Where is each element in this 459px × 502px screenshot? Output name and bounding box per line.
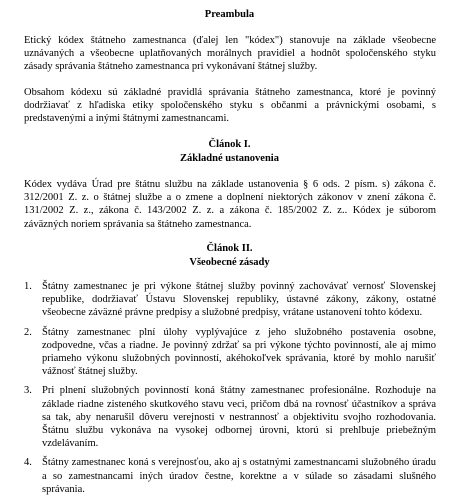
list-item xyxy=(24,326,436,379)
list-item xyxy=(24,280,436,320)
list-item-text: Štátny zamestnanec koná s verejnosťou, ako aj s ostatnými zamestnancami služobného úradu a so zamestnancami iných úradov čestne, korektne a v súlade so zásadami slušného správania. xyxy=(42,457,436,495)
principles-list xyxy=(24,280,436,502)
list-item-text: Pri plnení služobných povinností koná štátny zamestnanec profesionálne. Rozhoduje na základe riadne zisteného skutkového stavu veci, pričom dbá na rovnosť účastníkov a správa sa tak, aby nenarušil dôveru verejnosti v nestrannosť a objektivitu svojho rozhodovania. Štátnu službu vykonáva na vysokej odbornej úrovni, ktorú si prehlbuje priebežným vzdelávaním. xyxy=(42,385,436,450)
list-item-number: 1. xyxy=(24,281,32,292)
article-2-subheading: Všeobecné zásady xyxy=(189,257,270,268)
list-item-number: 3. xyxy=(24,385,32,397)
article-2-heading: Článok II. xyxy=(206,243,253,254)
preamble-heading: Preambula xyxy=(204,9,255,20)
article-1-paragraph: Kódex vydáva Úrad pre štátnu službu na základe ustanovenia § 6 ods. 2 písm. s) zákona č. 312/2001 Z. z. o štátnej službe a o zmene a doplnení niektorých zákonov v znení zákona č. 131/2002 Z. z., zákona č. 143/2002 Z. z. a zákona č. 185/2002 Z. z.. Kódex je súborom záväzných noriem správania sa štátneho zamestnanca. xyxy=(24,179,436,230)
article-1-heading: Článok I. xyxy=(208,139,251,150)
list-item-text: Štátny zamestnanec plní úlohy vyplývajúce z jeho služobného postavenia osobne, zodpovedne, včas a riadne. Je povinný zdržať sa pri výkone týchto povinností, ale aj mimo priameho výkonu služobných povinností, akéhokoľvek správania, ktoré by mohlo narušiť vážnosť štátnej služby. xyxy=(42,326,436,378)
list-item-number: 2. xyxy=(24,326,32,338)
list-item-number: 4. xyxy=(24,457,32,469)
list-item xyxy=(24,384,436,450)
preamble-paragraph-2: Obsahom kódexu sú základné pravidlá správania štátneho zamestnanca, ktoré je povinný dodržiavať z hľadiska etiky spoločenského styku s občanmi a právnickými osobami, s predstavenými a inými štátnymi zamestnancami. xyxy=(24,87,436,125)
article-1-subheading: Základné ustanovenia xyxy=(180,153,279,164)
preamble-paragraph-1: Etický kódex štátneho zamestnanca (ďalej len "kódex") stanovuje na základe všeobecne uznávaných a všeobecne uplatňovaných morálnych pravidiel a hodnôt spoločenského styku zásady správania štátneho zamestnanca pri vykonávaní štátnej služby. xyxy=(24,35,436,73)
list-item-text: Štátny zamestnanec je pri výkone štátnej služby povinný zachovávať vernosť Slovenskej republike, dodržiavať Ústavu Slovenskej republiky, ústavné zákony, zákony, ostatné všeobecne záväzné právne predpisy a služobné predpisy, vrátane ustanovení tohto kódexu. xyxy=(42,281,436,319)
list-item xyxy=(24,456,436,496)
